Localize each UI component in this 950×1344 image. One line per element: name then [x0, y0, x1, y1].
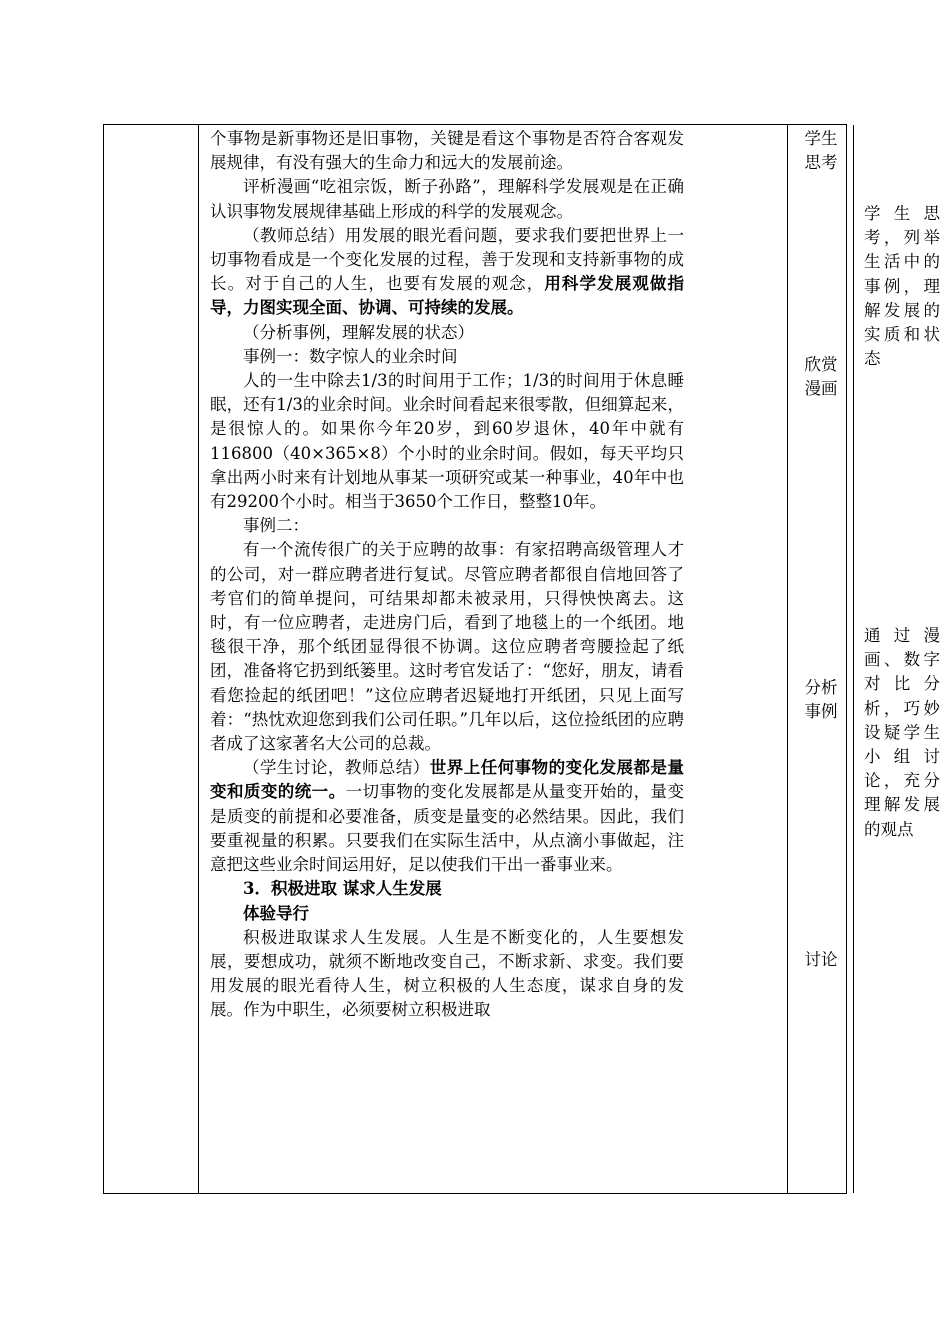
text-run: （学生讨论，教师总结） [243, 758, 430, 778]
bold-text: 世界上任何事物的变化发展都是量变和质变的统一。 [210, 758, 685, 802]
column-intent [854, 125, 948, 1193]
paragraph: 事例一：数字惊人的业余时间 [243, 346, 458, 366]
column-activity [788, 125, 854, 1193]
paragraph: 积极进取谋求人生发展。人生是不断变化的，人生要想发展，要想成功，就须不断地改变自己，不断求新、求变。我们要用发展的眼光看待人生，树立积极的人生态度，谋求自身的发展。作为中职生，必须要树立积极进取 [210, 927, 684, 1020]
text-run: （教师总结）用发展的眼光看问题，要求我们要把世界上一切事物看成是一个变化发展的过程，善于发现和支持新事物的成长。对于自己的人生，也要有发展的观念， [210, 225, 684, 294]
lesson-content [210, 127, 684, 1023]
paragraph: 个事物是新事物还是旧事物，关键是看这个事物是否符合客观发展规律，有没有强大的生命力和远大的发展前途。 [210, 129, 684, 173]
lesson-table [103, 124, 940, 1194]
bold-text: 用科学发展观做指导，力图实现全面、协调、可持续的发展。 [210, 274, 685, 318]
activity-discussion: 讨论 [804, 950, 838, 969]
subsection-heading: 体验导行 [243, 903, 309, 923]
intent-note: 通 过 漫画、数字对 比 分析，巧妙设疑学生小 组 讨论，充分理解发展的观点 [864, 626, 940, 839]
column-stage [104, 125, 199, 1193]
text-run: 一切事物的变化发展都是从量变开始的，量变是质变的前提和必要准备，质变是量变的必然结果。因此，我们要重视量的积累。只要我们在实际生活中，从点滴小事做起，注意把这些业余时间运用好，足以使我们干出一番事业来。 [210, 782, 685, 875]
section-heading: 3．积极进取 谋求人生发展 [243, 879, 442, 899]
paragraph [210, 224, 684, 321]
paragraph: （分析事例，理解发展的状态） [243, 322, 474, 342]
activity-view-comic: 欣赏 漫画 [804, 355, 838, 399]
paragraph: 评析漫画“吃祖宗饭，断子孙路”，理解科学发展观是在正确认识事物发展规律基础上形成的科学的发展观念。 [210, 177, 684, 221]
paragraph [210, 756, 684, 877]
intent-note: 学 生 思考，列举生活中的事例，理解发展的实质和状态 [864, 204, 940, 369]
paragraph: 有一个流传很广的关于应聘的故事：有家招聘高级管理人才的公司，对一群应聘者进行复试。尽管应聘者都很自信地回答了考官们的简单提问，可结果却都未被录用，只得怏怏离去。这时，有一位应聘者，走进房门后，看到了地毯上的一个纸团。地毯很干净，那个纸团显得很不协调。这位应聘者弯腰捡起了纸团，准备将它扔到纸篓里。这时考官发话了：“您好，朋友，请看看您捡起的纸团吧！”这位应聘者迟疑地打开纸团，只见上面写着：“热忱欢迎您到我们公司任职。”几年以后，这位捡纸团的应聘者成了这家著名大公司的总裁。 [210, 540, 684, 754]
paragraph: 事例二： [243, 516, 309, 536]
paragraph: 人的一生中除去1/3的时间用于工作；1/3的时间用于休息睡眠，还有1/3的业余时间。业余时间看起来很零散，但细算起来，是很惊人的。如果你今年20岁，到60岁退休，40年中就有116800（40×365×8）个小时的业余时间。假如，每天平均只拿出两小时来有计划地从事某一项研究或某一种事业，40年中也有29200个小时。相当于3650个工作日，整整10年。 [210, 371, 684, 512]
activity-analyze-case: 分析 事例 [804, 678, 838, 722]
activity-student-thinking: 学生 思考 [804, 129, 838, 173]
